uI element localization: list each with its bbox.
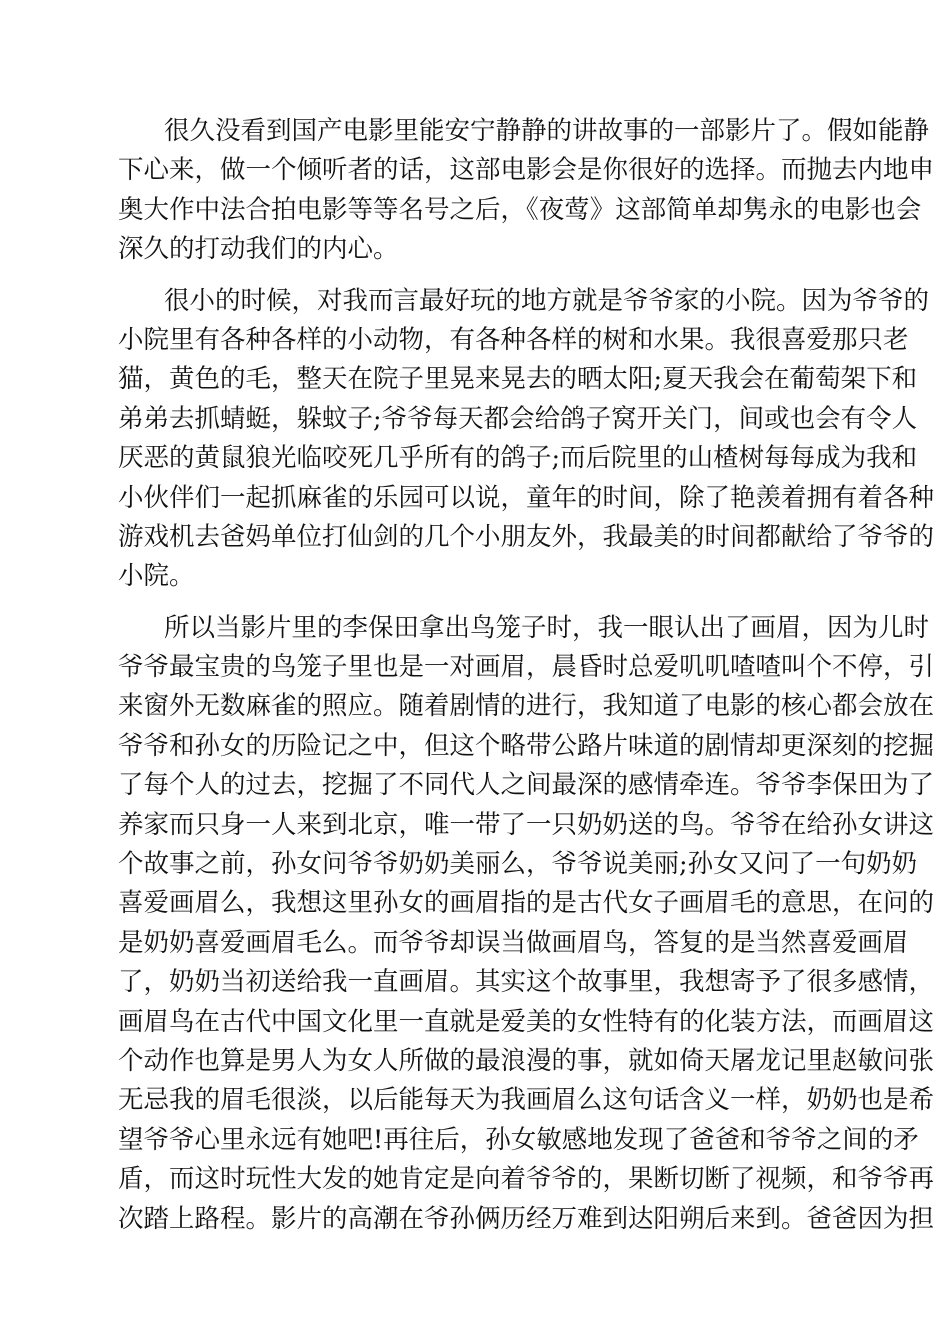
text-line: 个动作也算是男人为女人所做的最浪漫的事，就如倚天屠龙记里赵敏问张 (118, 1045, 935, 1076)
text-line: 了，奶奶当初送给我一直画眉。其实这个故事里，我想寄予了很多感情， (118, 967, 935, 998)
text-line: 弟弟去抓蜻蜓，躲蚊子;爷爷每天都会给鸽子窝开关门，间或也会有令人 (118, 403, 918, 434)
text-line: 很小的时候，对我而言最好玩的地方就是爷爷家的小院。因为爷爷的 (164, 285, 930, 316)
text-line: 盾，而这时玩性大发的她肯定是向着爷爷的，果断切断了视频，和爷爷再 (118, 1164, 935, 1195)
text-line: 很久没看到国产电影里能安宁静静的讲故事的一部影片了。假如能静 (164, 116, 930, 146)
text-line: 游戏机去爸妈单位打仙剑的几个小朋友外，我最美的时间都献给了爷爷的 (118, 521, 935, 552)
paragraph-3 (118, 609, 935, 1239)
text-line: 望爷爷心里永远有她吧!再往后，孙女敏感地发现了爸爸和爷爷之间的矛 (118, 1124, 919, 1155)
text-line: 画眉鸟在古代中国文化里一直就是爱美的女性特有的化装方法，而画眉这 (118, 1006, 935, 1037)
text-line: 喜爱画眉么，我想这里孙女的画眉指的是古代女子画眉毛的意思，在问的 (118, 888, 935, 919)
text-line: 个故事之前，孙女问爷爷奶奶美丽么，爷爷说美丽;孙女又问了一句奶奶 (118, 849, 918, 880)
text-line: 猫，黄色的毛，整天在院子里晃来晃去的晒太阳;夏天我会在葡萄架下和 (118, 364, 918, 395)
text-line: 小院。 (118, 561, 195, 592)
text-line: 养家而只身一人来到北京，唯一带了一只奶奶送的鸟。爷爷在给孙女讲这 (118, 809, 935, 840)
text-line: 小院里有各种各样的小动物，有各种各样的树和水果。我很喜爱那只老 (118, 324, 909, 355)
text-line: 爷爷和孙女的历险记之中，但这个略带公路片味道的剧情却更深刻的挖掘 (118, 730, 935, 761)
text-line: 下心来，做一个倾听者的话，这部电影会是你很好的选择。而抛去内地申 (118, 155, 935, 186)
text-line: 厌恶的黄鼠狼光临咬死几乎所有的鸽子;而后院里的山楂树每每成为我和 (118, 443, 918, 474)
text-line: 爷爷最宝贵的鸟笼子里也是一对画眉，晨昏时总爱叽叽喳喳叫个不停，引 (118, 652, 935, 683)
text-line: 是奶奶喜爱画眉毛么。而爷爷却误当做画眉鸟，答复的是当然喜爱画眉 (118, 927, 909, 958)
text-line: 奥大作中法合拍电影等等名号之后，《夜莺》这部简单却隽永的电影也会 (118, 194, 922, 225)
text-line: 次踏上路程。影片的高潮在爷孙俩历经万难到达阳朔后来到。爸爸因为担 (118, 1203, 935, 1234)
text-line: 所以当影片里的李保田拿出鸟笼子时，我一眼认出了画眉，因为儿时 (164, 612, 930, 643)
text-line: 小伙伴们一起抓麻雀的乐园可以说，童年的时间，除了艳羡着拥有着各种 (118, 482, 935, 513)
paragraph-1 (118, 112, 935, 270)
text-line: 了每个人的过去，挖掘了不同代人之间最深的感情牵连。爷爷李保田为了 (118, 770, 935, 801)
text-line: 来窗外无数麻雀的照应。随着剧情的进行，我知道了电影的核心都会放在 (118, 691, 935, 722)
text-line: 无忌我的眉毛很淡，以后能每天为我画眉么这句话含义一样，奶奶也是希 (118, 1085, 935, 1116)
text-line: 深久的打动我们的内心。 (118, 234, 399, 265)
paragraph-2 (118, 282, 935, 597)
article-body (118, 112, 935, 1251)
